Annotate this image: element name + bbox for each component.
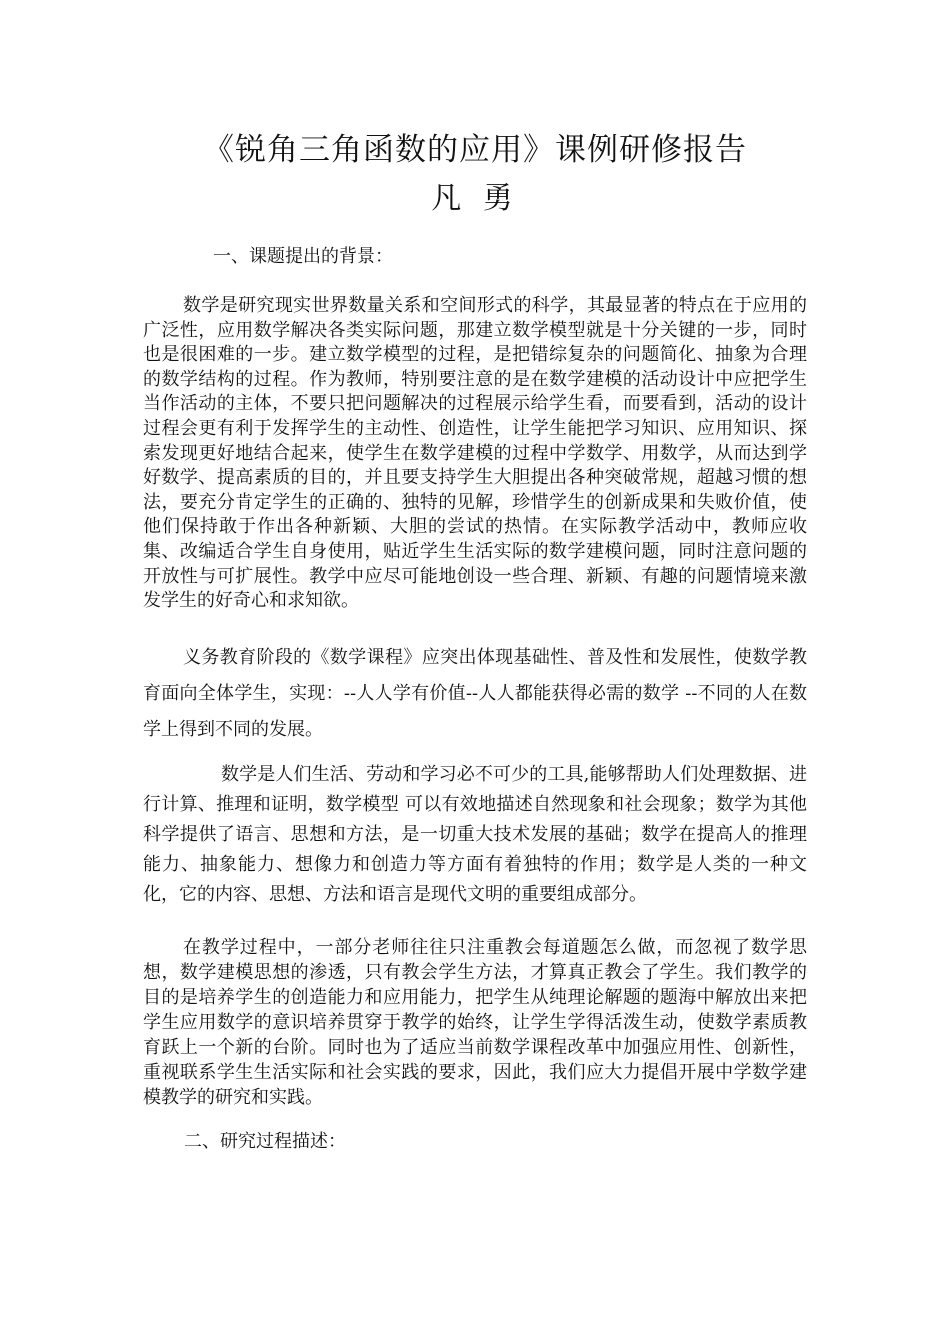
section-heading-research-process: 二、研究过程描述： (184, 1131, 346, 1152)
paragraph-3: 数学是人们生活、劳动和学习必不可少的工具,能够帮助人们处理数据、进行计算、推理和证明，数学模型 可以有效地描述自然现象和社会现象；数学为其他科学提供了语言、思想和方法，是一切重大技术发展的基础；数学在提高人的推理能力、抽象能力、想像力和创造力等方面有着独特的作用；数学是人类的一种文化，它的内容、思想、方法和语言是现代文明的重要组成部分。 (143, 764, 807, 905)
document-title: 《锐角三角函数的应用》课例研修报告 (203, 132, 747, 168)
paragraph-1: 数学是研究现实世界数量关系和空间形式的科学，其最显著的特点在于应用的广泛性，应用数学解决各类实际问题，那建立数学模型就是十分关键的一步，同时也是很困难的一步。建立数学模型的过程，是把错综复杂的问题简化、抽象为合理的数学结构的过程。作为教师，特别要注意的是在数学建模的活动设计中应把学生当作活动的主体，不要只把问题解决的过程展示给学生看，而要看到，活动的设计过程会更有利于发挥学生的主动性、创造性，让学生能把学习知识、应用知识、探索发现更好地结合起来，使学生在数学建模的过程中学数学、用数学，从而达到学好数学、提高素质的目的，并且要支持学生大胆提出各种突破常规，超越习惯的想法，要充分肯定学生的正确的、独特的见解，珍惜学生的创新成果和失败价值，使他们保持敢于作出各种新颖、大胆的尝试的热情。在实际教学活动中，教师应收集、改编适合学生自身使用，贴近学生生活实际的数学建模问题，同时注意问题的开放性与可扩展性。教学中应尽可能地创设一些合理、新颖、有趣的问题情境来激发学生的好奇心和求知欲。 (143, 295, 807, 612)
paragraph-2: 义务教育阶段的《数学课程》应突出体现基础性、普及性和发展性，使数学教育面向全体学生，实现：--人人学有价值--人人都能获得必需的数学 --不同的人在数学上得到不同的发展。 (143, 647, 807, 740)
author-name: 凡 勇 (431, 181, 519, 216)
section-heading-background: 一、课题提出的背景： (213, 246, 393, 267)
paragraph-4: 在教学过程中，一部分老师往往只注重教会每道题怎么做，而忽视了数学思想，数学建模思想的渗透，只有教会学生方法，才算真正教会了学生。我们教学的目的是培养学生的创造能力和应用能力，把学生从纯理论解题的题海中解放出来把学生应用数学的意识培养贯穿于教学的始终，让学生学得活泼生动，使数学素质教育跃上一个新的台阶。同时也为了适应当前数学课程改革中加强应用性、创新性，重视联系学生生活实际和社会实践的要求，因此，我们应大力提倡开展中学数学建模教学的研究和实践。 (143, 937, 807, 1108)
